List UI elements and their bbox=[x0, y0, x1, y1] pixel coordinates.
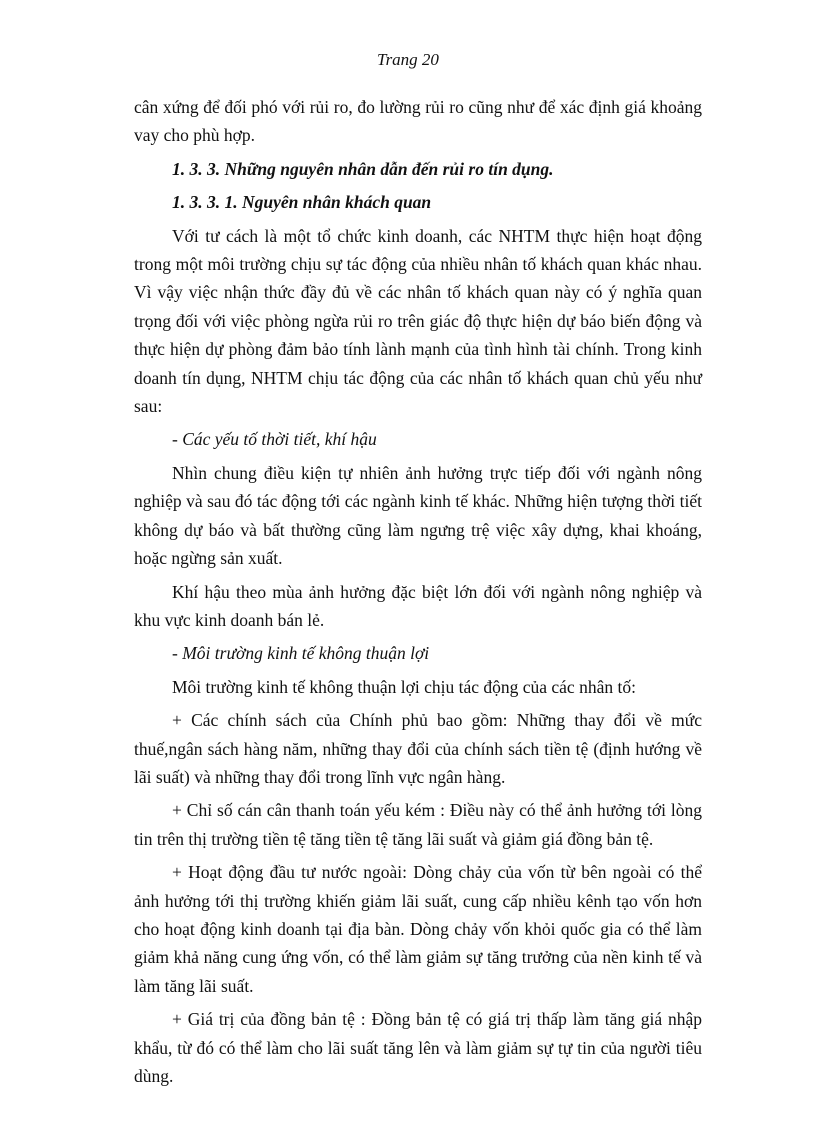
paragraph-economic-factors: Môi trường kinh tế không thuận lợi chịu tác động của các nhân tố: bbox=[172, 676, 636, 697]
paragraph-natural-conditions: Nhìn chung điều kiện tự nhiên ảnh hưởng trực tiếp đối với ngành nông nghiệp và sau đó tác động tới các ngành kinh tế khác. Những hiện tượng thời tiết không dự báo và bất thường cũng làm ngưng trệ việc xây dựng, khai khoáng, hoặc ngừng sản xuất. bbox=[134, 462, 702, 569]
page-body bbox=[134, 93, 702, 1095]
page-number: Trang 20 bbox=[377, 50, 439, 69]
paragraph-seasonal-climate: Khí hậu theo mùa ảnh hưởng đặc biệt lớn đối với ngành nông nghiệp và khu vực kinh doanh bán lẻ. bbox=[134, 581, 702, 630]
bullet-foreign-investment: + Hoạt động đầu tư nước ngoài: Dòng chảy của vốn từ bên ngoài có thể ảnh hưởng tới thị trường khiến giảm lãi suất, cung cấp nhiều kênh tạo vốn hơn cho hoạt động kinh doanh tại địa bàn. Dòng chảy vốn khỏi quốc gia có thể làm giảm khả năng cung ứng vốn, có thể làm giảm sự tăng trưởng của nền kinh tế và làm tăng lãi suất. bbox=[134, 862, 702, 996]
bullet-government-policies: + Các chính sách của Chính phủ bao gồm: Những thay đổi về mức thuế,ngân sách hàng năm, những thay đổi của chính sách tiền tệ (định hướng về lãi suất) và những thay đổi trong lĩnh vực ngân hàng. bbox=[134, 710, 702, 787]
subheading-weather: - Các yếu tố thời tiết, khí hậu bbox=[172, 429, 377, 450]
bullet-balance-of-payments: + Chỉ số cán cân thanh toán yếu kém : Điều này có thể ảnh hưởng tới lòng tin trên thị trường tiền tệ tăng tiền tệ tăng lãi suất và giảm giá đồng bản tệ. bbox=[134, 800, 702, 849]
subsection-heading: 1. 3. 3. 1. Nguyên nhân khách quan bbox=[172, 192, 432, 213]
section-heading: 1. 3. 3. Những nguyên nhân dẫn đến rủi ro tín dụng. bbox=[172, 158, 554, 179]
paragraph-intro-continuation: cân xứng để đối phó với rủi ro, đo lường rủi ro cũng như để xác định giá khoảng vay cho phù hợp. bbox=[134, 97, 702, 146]
paragraph-objective-causes: Với tư cách là một tổ chức kinh doanh, các NHTM thực hiện hoạt động trong một môi trường chịu sự tác động của nhiều nhân tố khách quan khác nhau. Vì vậy việc nhận thức đầy đủ về các nhân tố khách quan này có ý nghĩa quan trọng đối với việc phòng ngừa rủi ro trên giác độ thực hiện dự báo biến động và thực hiện dự phòng đảm bảo tính lành mạnh của tình hình tài chính. Trong kinh doanh tín dụng, NHTM chịu tác động của các nhân tố khách quan chủ yếu như sau: bbox=[134, 225, 702, 417]
bullet-currency-value: + Giá trị của đồng bản tệ : Đồng bản tệ có giá trị thấp làm tăng giá nhập khẩu, từ đó có thể làm cho lãi suất tăng lên và làm giảm sự tự tin của người tiêu dùng. bbox=[134, 1009, 702, 1086]
subheading-economic-environment: - Môi trường kinh tế không thuận lợi bbox=[172, 643, 430, 664]
